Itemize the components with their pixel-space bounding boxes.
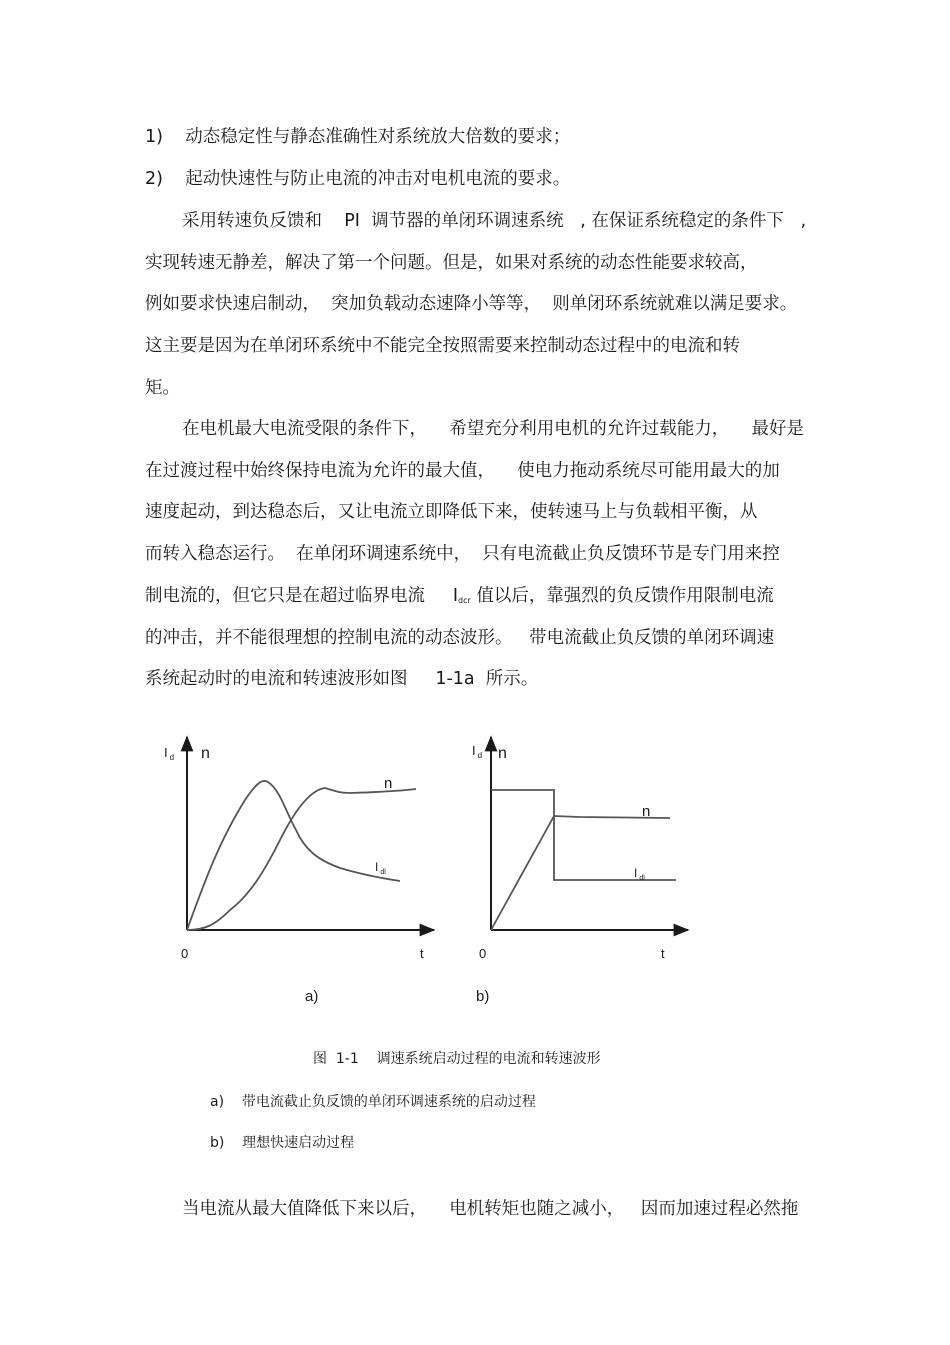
paragraph-3-line-1: 当电流从最大值降低下来以后， 电机转矩也随之减小， 因而加速过程必然拖 <box>182 1199 799 1219</box>
paragraph-1-line-4: 这主要是因为在单闭环系统中不能完全按照需要来控制动态过程中的电流和转 <box>145 336 740 356</box>
plot-a <box>164 737 434 1005</box>
paragraph-1-line-2: 实现转速无静差，解决了第一个问题。但是，如果对系统的动态性能要求较高， <box>145 253 758 273</box>
paragraph-2-line-4: 而转入稳态运行。 在单闭环调速系统中， 只有电流截止负反馈环节是专门用来控 <box>145 544 780 564</box>
plot-a-speed-curve <box>187 788 416 930</box>
plot-a-n-label: n <box>384 775 393 792</box>
paragraph-2-line-5-b: 值以后，靠强烈的负反馈作用限制电流 <box>470 586 774 606</box>
plot-b-caption-label: b) <box>476 988 490 1005</box>
plot-b-speed-curve <box>491 816 670 930</box>
paragraph-2-line-7: 系统起动时的电流和转速波形如图 1-1a 所示。 <box>145 669 539 689</box>
paragraph-2-line-3: 速度起动，到达稳态后，又让电流立即降低下来，使转速马上与负载相平衡，从 <box>145 502 758 522</box>
paragraph-1-line-5: 矩。 <box>145 378 180 398</box>
plot-a-y-label-n: n <box>201 745 210 762</box>
paragraph-2-line-6: 的冲击，并不能很理想的控制电流的动态波形。 带电流截止负反馈的单闭环调速 <box>145 628 775 648</box>
plot-b-y-label-i: I $_d$ <box>472 743 483 760</box>
paragraph-2-line-1: 在电机最大电流受限的条件下， 希望充分利用电机的允许过载能力， 最好是 <box>182 419 804 439</box>
plot-a-caption-label: a) <box>305 988 319 1005</box>
figure-note-a: a) 带电流截止负反馈的单闭环调速系统的启动过程 <box>210 1094 536 1110</box>
paragraph-2-line-5-a: 制电流的，但它只是在超过临界电流 I <box>145 586 458 606</box>
list-item-2: 2) 起动快速性与防止电流的冲击对电机电流的要求。 <box>145 169 571 189</box>
plot-a-origin: 0 <box>181 946 189 961</box>
figure-caption: 图 1-1 调速系统启动过程的电流和转速波形 <box>313 1051 601 1067</box>
plot-b-current-curve <box>491 790 676 880</box>
plot-b <box>472 737 688 1005</box>
plot-a-idl-label: I $_{dl}$ <box>375 860 386 876</box>
paragraph-2-line-5 <box>145 584 774 613</box>
list-item-1: 1) 动态稳定性与静态准确性对系统放大倍数的要求； <box>145 127 571 147</box>
idcr-subscript: dcr <box>457 596 471 605</box>
plot-a-t-label: t <box>420 946 424 961</box>
figure-note-b: b) 理想快速启动过程 <box>210 1135 355 1151</box>
plot-b-origin: 0 <box>479 946 487 961</box>
paragraph-1-line-1: 采用转速负反馈和 PI 调节器的单闭环调速系统 , 在保证系统稳定的条件下 , <box>182 211 807 231</box>
paragraph-2-line-2: 在过渡过程中始终保持电流为允许的最大值， 使电力拖动系统尽可能用最大的加 <box>145 461 780 481</box>
plot-a-y-label-i: I $_d$ <box>164 745 175 762</box>
plot-b-idl-label: I $_{dl}$ <box>634 866 645 882</box>
plot-b-t-label: t <box>661 946 665 961</box>
plot-a-current-curve <box>187 781 400 930</box>
plot-b-n-label: n <box>642 803 651 820</box>
paragraph-1-line-3: 例如要求快速启制动， 突加负载动态速降小等等， 则单闭环系统就难以满足要求。 <box>145 294 798 314</box>
plot-b-y-label-n: n <box>498 745 507 762</box>
